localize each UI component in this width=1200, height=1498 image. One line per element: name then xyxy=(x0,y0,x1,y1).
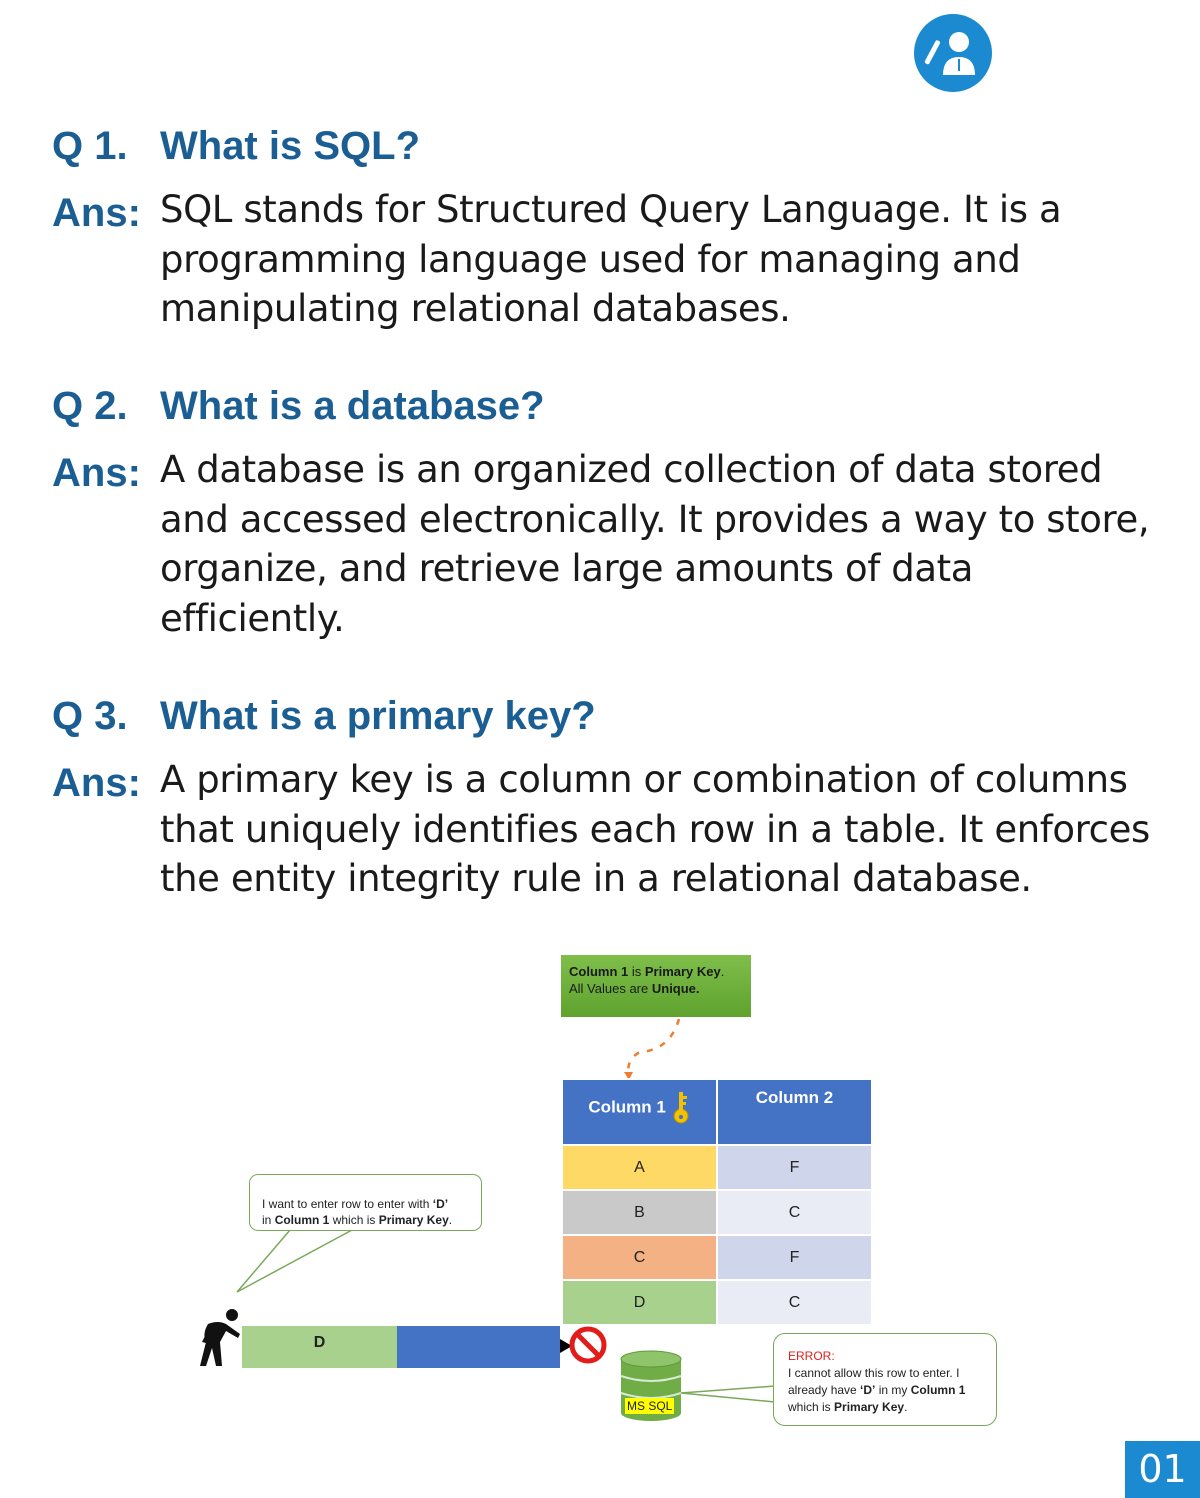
answer-text: A primary key is a column or combination of columns that uniquely identifies each row in a table. It enforces the entity integrity rule in a relational database. xyxy=(160,758,1150,900)
bubble-text: in my xyxy=(875,1383,911,1397)
header-label: Column 1 xyxy=(588,1097,666,1117)
data-table xyxy=(561,1078,873,1326)
error-title: ERROR: xyxy=(788,1349,835,1363)
bubble-tail xyxy=(237,1230,352,1292)
key-icon xyxy=(671,1088,691,1128)
no-entry-icon xyxy=(568,1325,608,1365)
bubble-tail xyxy=(681,1386,775,1402)
bubble-text: Column 1 xyxy=(274,1213,330,1227)
bubble-text: I cannot allow this row to enter. I xyxy=(788,1366,960,1380)
bubble-text: which is xyxy=(788,1400,835,1414)
table-row xyxy=(562,1190,872,1235)
dashed-arrow xyxy=(628,1019,679,1072)
question-number: Q 1. xyxy=(52,124,128,168)
answer-label: Ans: xyxy=(52,451,141,495)
answer-label: Ans: xyxy=(52,191,141,235)
user-speech-bubble xyxy=(249,1174,482,1231)
bubble-text: ‘D’ xyxy=(860,1383,876,1397)
note-text: Unique. xyxy=(651,981,700,996)
note-text: is xyxy=(628,964,645,979)
note-text: . xyxy=(720,964,725,979)
bubble-text: . xyxy=(448,1213,453,1227)
table-header: Column 2 xyxy=(717,1079,872,1145)
note-text: Primary Key xyxy=(644,964,721,979)
page-number: 01 xyxy=(1125,1441,1200,1498)
table-row xyxy=(562,1145,872,1190)
question-number: Q 3. xyxy=(52,694,128,738)
error-speech-bubble xyxy=(773,1333,997,1426)
bubble-text: which is xyxy=(329,1213,379,1227)
question-title: What is a database? xyxy=(160,384,545,428)
table-cell: B xyxy=(562,1190,717,1235)
table-cell: D xyxy=(562,1280,717,1325)
table-row xyxy=(562,1235,872,1280)
question-number: Q 2. xyxy=(52,384,128,428)
new-row-cell: D xyxy=(242,1326,397,1368)
bubble-text: . xyxy=(904,1400,908,1414)
database-label: MS SQL xyxy=(627,1399,673,1413)
bubble-text: ‘D’ xyxy=(432,1197,449,1211)
person-pushing-icon xyxy=(196,1306,242,1368)
table-cell: C xyxy=(717,1190,872,1235)
bubble-text: in xyxy=(262,1213,275,1227)
table-cell: C xyxy=(562,1235,717,1280)
question-title: What is SQL? xyxy=(160,124,420,168)
note-text: All Values are xyxy=(569,981,652,996)
table-cell: F xyxy=(717,1235,872,1280)
table-row xyxy=(562,1280,872,1325)
table-header xyxy=(562,1079,717,1145)
answer-text: SQL stands for Structured Query Language. It is a programming language used for managing and manipulating relational databases. xyxy=(160,188,1062,330)
note-text: Column 1 xyxy=(569,964,629,979)
table-cell: F xyxy=(717,1145,872,1190)
bubble-text: Primary Key xyxy=(378,1213,449,1227)
answer-label: Ans: xyxy=(52,761,141,805)
new-row-cell-2 xyxy=(397,1326,560,1368)
bubble-text: already have xyxy=(788,1383,861,1397)
answer-text: A database is an organized collection of data stored and accessed electronically. It provides a way to store, organize, and retrieve large amounts of data efficiently. xyxy=(160,448,1150,640)
bubble-text: I want to enter row to enter with xyxy=(262,1197,433,1211)
question-title: What is a primary key? xyxy=(160,694,596,738)
bubble-text: Column 1 xyxy=(910,1383,966,1397)
table-cell: A xyxy=(562,1145,717,1190)
bubble-text: Primary Key xyxy=(834,1400,905,1414)
table-cell: C xyxy=(717,1280,872,1325)
